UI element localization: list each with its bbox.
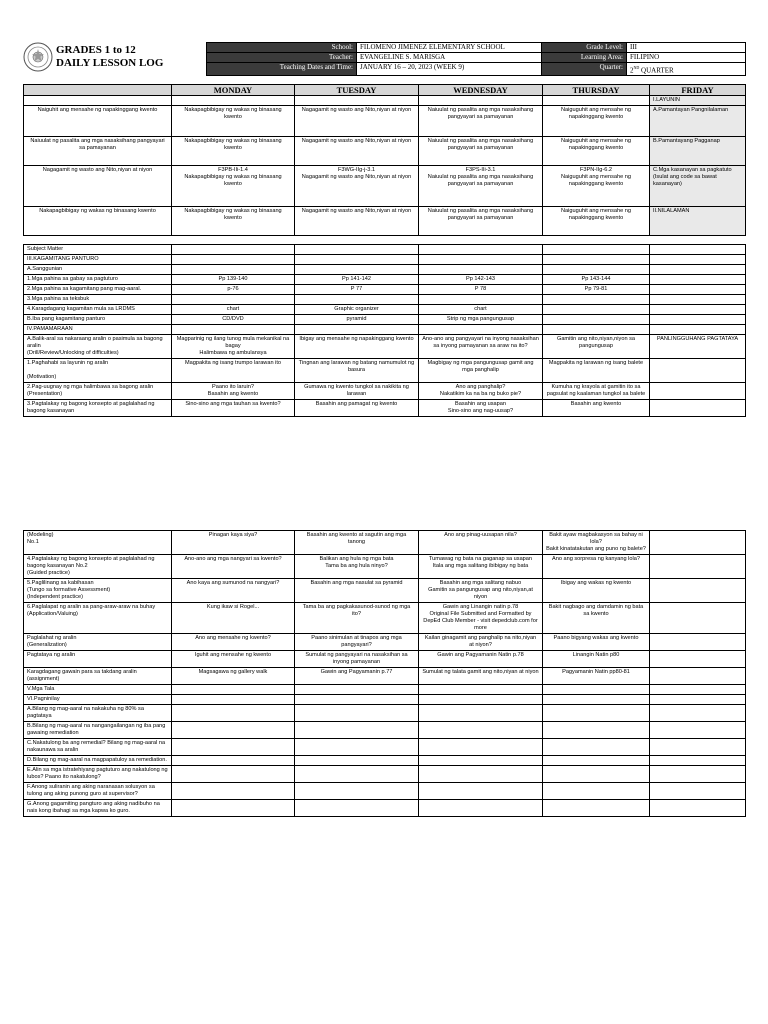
cell bbox=[650, 383, 746, 400]
cell: Pp 142-143 bbox=[419, 275, 543, 285]
cell: VI.Pagninilay bbox=[24, 695, 172, 705]
cell bbox=[295, 722, 419, 739]
cell bbox=[543, 783, 650, 800]
procedure-row bbox=[24, 579, 746, 603]
cell bbox=[419, 800, 543, 817]
cell: Kung ikaw si Rogel... bbox=[172, 603, 295, 634]
resources-table bbox=[23, 244, 746, 417]
cell: Bakit ayaw magbakasyon sa bahay ni lola? Bakit kinatatakutan ang puno ng balete? bbox=[543, 531, 650, 555]
cell: Basahin ang mga salitang nabuo Gamitin sa pangungusap ang nito,niyan,at niyon bbox=[419, 579, 543, 603]
cell: A.Pamantayan Pangnilalaman bbox=[650, 106, 746, 137]
cell: Paano sinimulan at tinapos ang mga pangyayari? bbox=[295, 634, 419, 651]
resource-row bbox=[24, 315, 746, 325]
cell bbox=[543, 265, 650, 275]
cell: III.KAGAMITANG PANTURO bbox=[24, 255, 172, 265]
cell: Basahin ang usapan Sino-sino ang nag-uusap? bbox=[419, 400, 543, 417]
cell bbox=[650, 305, 746, 315]
cell bbox=[543, 255, 650, 265]
cell bbox=[172, 245, 295, 255]
cell bbox=[650, 739, 746, 756]
procedure-row bbox=[24, 705, 746, 722]
cell: Tingnan ang larawan ng batang namumulot ng basura bbox=[295, 359, 419, 383]
cell: IV.PAMAMARAAN bbox=[24, 325, 172, 335]
teacher-value: EVANGELINE S. MARISGA bbox=[357, 53, 542, 63]
cell: Basahin ang kwento at sagutin ang mga tanong bbox=[295, 531, 419, 555]
grade-label: Grade Level: bbox=[542, 43, 627, 53]
cell bbox=[172, 265, 295, 275]
cell bbox=[172, 766, 295, 783]
teacher-label: Teacher: bbox=[207, 53, 357, 63]
procedure-row bbox=[24, 766, 746, 783]
cell: Basahin ang mga nasulat sa pyramid bbox=[295, 579, 419, 603]
procedure-row bbox=[24, 722, 746, 739]
cell bbox=[650, 800, 746, 817]
cell: Nakapagbibigay ng wakas ng binasang kwento bbox=[172, 137, 295, 166]
cell bbox=[419, 783, 543, 800]
quarter-value bbox=[627, 63, 746, 76]
resource-row bbox=[24, 400, 746, 417]
objectives-table bbox=[23, 84, 746, 236]
cell: Strip ng mga pangungusap bbox=[419, 315, 543, 325]
cell: Ano ang panghalip? Nakatikim ka na ba ng buko pie? bbox=[419, 383, 543, 400]
cell: F3PN-IIg-6.2 Naiguguhit ang mensahe ng napakinggang kwento bbox=[543, 166, 650, 207]
resource-row bbox=[24, 335, 746, 359]
cell bbox=[419, 766, 543, 783]
cell bbox=[172, 695, 295, 705]
procedure-row bbox=[24, 739, 746, 756]
cell bbox=[24, 96, 172, 106]
day-header-tuesday: TUESDAY bbox=[295, 85, 419, 96]
quarter-suffix: ND bbox=[633, 65, 640, 70]
cell bbox=[295, 705, 419, 722]
cell: chart bbox=[419, 305, 543, 315]
cell bbox=[543, 96, 650, 106]
cell: A.Sanggunian bbox=[24, 265, 172, 275]
day-header-monday: MONDAY bbox=[172, 85, 295, 96]
cell: Ano-ano ang mga nangyari sa kwento? bbox=[172, 555, 295, 579]
header bbox=[23, 40, 745, 76]
cell bbox=[419, 756, 543, 766]
area-label: Learning Area: bbox=[542, 53, 627, 63]
procedure-row bbox=[24, 651, 746, 668]
cell: 3.Mga pahina sa teksbuk bbox=[24, 295, 172, 305]
cell: Basahin ang pamagat ng kwento bbox=[295, 400, 419, 417]
cell: Gawin ang Pagyamanin p.77 bbox=[295, 668, 419, 685]
cell: 1.Mga pahina sa gabay sa pagtuturo bbox=[24, 275, 172, 285]
cell bbox=[295, 96, 419, 106]
cell: Paano ito laruin? Basahin ang kwento bbox=[172, 383, 295, 400]
cell bbox=[295, 739, 419, 756]
cell: 2.Mga pahina sa kagamitang pang mag-aaral. bbox=[24, 285, 172, 295]
cell: 3.Pagtalakay ng bagong konsepto at paglalahad ng bagong kasanayan bbox=[24, 400, 172, 417]
cell bbox=[650, 783, 746, 800]
resource-row bbox=[24, 383, 746, 400]
cell: Ano ang pinag-uusapan nila? bbox=[419, 531, 543, 555]
cell: Naiguhit ang mensahe ng napakinggang kwento bbox=[24, 106, 172, 137]
resource-row bbox=[24, 255, 746, 265]
cell bbox=[419, 245, 543, 255]
resource-row bbox=[24, 245, 746, 255]
resource-row bbox=[24, 275, 746, 285]
cell bbox=[419, 739, 543, 756]
cell: Nakapagbibigay ng wakas ng binasang kwento bbox=[172, 207, 295, 236]
cell bbox=[172, 783, 295, 800]
cell bbox=[172, 96, 295, 106]
cell bbox=[172, 722, 295, 739]
cell: 4.Pagtalakay ng bagong konsepto at paglalahad ng bagong kasanayan No.2 (Guided practice) bbox=[24, 555, 172, 579]
cell bbox=[172, 685, 295, 695]
cell: 4.Karagdagang kagamitan mula sa LRDMS bbox=[24, 305, 172, 315]
cell: Paano bigyang wakas ang kwento bbox=[543, 634, 650, 651]
cell: C.Mga kasanayan sa pagkatuto (Isulat ang code sa bawat kasanayan) bbox=[650, 166, 746, 207]
cell bbox=[650, 265, 746, 275]
page-two bbox=[23, 530, 745, 817]
cell: Ano kaya ang sumunod na nangyari? bbox=[172, 579, 295, 603]
cell bbox=[295, 255, 419, 265]
cell bbox=[650, 400, 746, 417]
cell bbox=[419, 96, 543, 106]
cell: Pagtataya ng aralin bbox=[24, 651, 172, 668]
quarter-label: Quarter: bbox=[542, 63, 627, 76]
cell: C.Nakatulong ba ang remedial? Bilang ng mag-aaral na nakaunawa sa aralin bbox=[24, 739, 172, 756]
cell bbox=[543, 305, 650, 315]
cell: CD/DVD bbox=[172, 315, 295, 325]
cell bbox=[543, 756, 650, 766]
cell: F3PS-IIi-3.1 Naiuulat ng pasalita ang mga nasaksihang pangyayari sa pamayanan bbox=[419, 166, 543, 207]
cell: (Modeling) No.1 bbox=[24, 531, 172, 555]
cell bbox=[295, 245, 419, 255]
resource-row bbox=[24, 359, 746, 383]
cell: Magparinig ng ilang tunog mula mekanikal na bagay Halimbawa ng ambulansya bbox=[172, 335, 295, 359]
cell bbox=[650, 359, 746, 383]
cell: Tumawag ng bata na gaganap sa usapan Itala ang mga salitang ibibigay ng bata bbox=[419, 555, 543, 579]
cell bbox=[650, 603, 746, 634]
cell bbox=[650, 651, 746, 668]
cell bbox=[543, 739, 650, 756]
cell bbox=[650, 325, 746, 335]
cell bbox=[650, 275, 746, 285]
cell bbox=[419, 722, 543, 739]
cell bbox=[543, 685, 650, 695]
procedure-row bbox=[24, 783, 746, 800]
cell bbox=[650, 756, 746, 766]
procedure-row bbox=[24, 634, 746, 651]
cell: Nakapagbibigay ng wakas ng binasang kwento bbox=[24, 207, 172, 236]
cell bbox=[172, 756, 295, 766]
cell: I.LAYUNIN bbox=[650, 96, 746, 106]
cell bbox=[172, 295, 295, 305]
cell: Gawin ang Pagyamanin Natin p.78 bbox=[419, 651, 543, 668]
cell bbox=[172, 325, 295, 335]
day-header-thursday: THURSDAY bbox=[543, 85, 650, 96]
cell bbox=[650, 295, 746, 305]
resource-row bbox=[24, 305, 746, 315]
cell: II.NILALAMAN bbox=[650, 207, 746, 236]
cell bbox=[295, 325, 419, 335]
procedure-row bbox=[24, 668, 746, 685]
cell: Paglalahat ng aralin (Generalization) bbox=[24, 634, 172, 651]
cell bbox=[650, 705, 746, 722]
cell: Nagagamit ng wasto ang Nito,niyan at niyon bbox=[295, 207, 419, 236]
cell: Ano ang sorpresa ng kanyang lola? bbox=[543, 555, 650, 579]
cell bbox=[543, 295, 650, 305]
procedure-row bbox=[24, 555, 746, 579]
title-line-1: GRADES 1 to 12 bbox=[56, 44, 136, 56]
cell: Naiguguhit ang mensahe ng napakinggang kwento bbox=[543, 106, 650, 137]
quarter-word: QUARTER bbox=[641, 66, 674, 75]
cell bbox=[295, 265, 419, 275]
cell: Pp 141-142 bbox=[295, 275, 419, 285]
resource-row bbox=[24, 295, 746, 305]
header-info-table bbox=[206, 42, 746, 76]
cell bbox=[295, 295, 419, 305]
cell: Kumuha ng krayola at gamitin ito sa pagsulat ng kaalaman tungkol sa balete bbox=[543, 383, 650, 400]
cell: Kailan ginagamit ang panghalip na nito,niyan at niyon? bbox=[419, 634, 543, 651]
deped-seal-icon bbox=[23, 42, 53, 72]
cell: Pinagan kaya siya? bbox=[172, 531, 295, 555]
cell: Pp 143-144 bbox=[543, 275, 650, 285]
cell bbox=[543, 245, 650, 255]
objective-row bbox=[24, 166, 746, 207]
cell: Gumawa ng kwento tungkol sa nakikita ng larawan bbox=[295, 383, 419, 400]
cell bbox=[543, 325, 650, 335]
objective-row bbox=[24, 96, 746, 106]
cell: Ibigay ang mensahe ng napakinggang kwento bbox=[295, 335, 419, 359]
cell bbox=[650, 315, 746, 325]
cell: G.Anong gagamiting pangturo ang aking nadibuho na nais kong ibahagi sa mga kapwa ko guro. bbox=[24, 800, 172, 817]
cell bbox=[419, 265, 543, 275]
cell bbox=[650, 668, 746, 685]
cell bbox=[543, 695, 650, 705]
procedure-row bbox=[24, 756, 746, 766]
cell: chart bbox=[172, 305, 295, 315]
resource-row bbox=[24, 285, 746, 295]
cell bbox=[419, 705, 543, 722]
cell: A.Balik-aral sa nakaraang aralin o pasimula sa bagong aralin (Drill/Review/Unlocking of difficulties) bbox=[24, 335, 172, 359]
cell: 6.Paglalapat ng aralin sa pang-araw-araw na buhay (Application/Valuing) bbox=[24, 603, 172, 634]
title-line-2: DAILY LESSON LOG bbox=[56, 57, 164, 69]
cell: Naiuulat ng pasalita ang mga nasaksihang pangyayari sa pamayanan bbox=[419, 106, 543, 137]
cell bbox=[172, 800, 295, 817]
cell: Subject Matter bbox=[24, 245, 172, 255]
cell bbox=[650, 634, 746, 651]
cell: Ano-ano ang pangyayari na inyong nasaksihan sa inyong pamayanan sa araw na ito? bbox=[419, 335, 543, 359]
document-title bbox=[56, 44, 163, 70]
cell bbox=[650, 685, 746, 695]
cell bbox=[543, 705, 650, 722]
cell bbox=[295, 800, 419, 817]
cell: Nagagamit ng wasto ang Nito,niyan at niyon bbox=[24, 166, 172, 207]
cell: F.Anong suliranin ang aking naranasan solusyon sa tulong ang aking punong guro at supervisor? bbox=[24, 783, 172, 800]
cell: Pp 79-81 bbox=[543, 285, 650, 295]
cell bbox=[650, 245, 746, 255]
cell: A.Bilang ng mag-aaral na nakakuha ng 80% sa pagtataya bbox=[24, 705, 172, 722]
school-value: FILOMENO JIMENEZ ELEMENTARY SCHOOL bbox=[357, 43, 542, 53]
cell bbox=[419, 685, 543, 695]
quarter-number: 2 bbox=[630, 66, 634, 75]
cell: p-76 bbox=[172, 285, 295, 295]
cell: Naiguguhit ang mensahe ng napakinggang kwento bbox=[543, 137, 650, 166]
cell bbox=[650, 555, 746, 579]
day-header-friday: FRIDAY bbox=[650, 85, 746, 96]
cell: B.Pamantayang Pagganap bbox=[650, 137, 746, 166]
cell bbox=[543, 766, 650, 783]
cell bbox=[172, 739, 295, 756]
procedure-row bbox=[24, 531, 746, 555]
cell: Magpakita ng larawan ng isang balete bbox=[543, 359, 650, 383]
procedure-row bbox=[24, 685, 746, 695]
dates-value: JANUARY 16 – 20, 2023 (WEEK 9) bbox=[357, 63, 542, 76]
procedure-row bbox=[24, 800, 746, 817]
cell: Sino-sino ang mga tauhan sa kwento? bbox=[172, 400, 295, 417]
cell: Basahin ang kwento bbox=[543, 400, 650, 417]
cell: Pp 139-140 bbox=[172, 275, 295, 285]
cell bbox=[543, 315, 650, 325]
cell: Sumulat ng pangyayari na nasaksihan sa inyong pamayanan bbox=[295, 651, 419, 668]
cell: P 77 bbox=[295, 285, 419, 295]
cell: PANLINGGUHANG PAGTATAYA bbox=[650, 335, 746, 359]
page-one bbox=[23, 40, 745, 417]
cell: D.Bilang ng mag-aaral na magpapatuloy sa remediation. bbox=[24, 756, 172, 766]
procedures-table bbox=[23, 530, 746, 817]
cell bbox=[419, 295, 543, 305]
cell: Nagagamit ng wasto ang Nito,niyan at niyon bbox=[295, 106, 419, 137]
cell: Tama ba ang pagkakasunod-sunod ng mga ito? bbox=[295, 603, 419, 634]
cell: Linangin Natin p80 bbox=[543, 651, 650, 668]
cell bbox=[650, 695, 746, 705]
cell: Balikan ang hula ng mga bata Tama ba ang hula ninyo? bbox=[295, 555, 419, 579]
dates-label: Teaching Dates and Time: bbox=[207, 63, 357, 76]
area-value: FILIPINO bbox=[627, 53, 746, 63]
cell: Sumulat ng talata gamit ang nito,niyan at niyon bbox=[419, 668, 543, 685]
cell: V.Mga Tala bbox=[24, 685, 172, 695]
cell bbox=[650, 766, 746, 783]
resource-row bbox=[24, 325, 746, 335]
cell bbox=[295, 685, 419, 695]
cell: Ano ang mensahe ng kwento? bbox=[172, 634, 295, 651]
cell: Magpakita ng isang trumpo larawan ito bbox=[172, 359, 295, 383]
cell: Magbigay ng mga pangungusap gamit ang mga panghalip bbox=[419, 359, 543, 383]
cell bbox=[650, 285, 746, 295]
cell: Karagdagang gawain para sa takdang aralin (assignment) bbox=[24, 668, 172, 685]
cell bbox=[172, 255, 295, 265]
cell: E.Alin sa mga istratehiyang pagtuturo ang nakatulong ng lubos? Paano ito nakatulong? bbox=[24, 766, 172, 783]
cell bbox=[650, 722, 746, 739]
cell: Naiuulat ng pasalita ang mga nasaksihang pangyayari sa pamayanan bbox=[24, 137, 172, 166]
cell: Gawin ang Linangin natin p.78 Original File Submitted and Formatted by DepEd Club Member - visit depedclub.com for more bbox=[419, 603, 543, 634]
cell: Gamitin ang nito,niyan,niyon sa pangungusap bbox=[543, 335, 650, 359]
cell: Nagagamit ng wasto ang Nito,niyan at niyon bbox=[295, 137, 419, 166]
day-header-row bbox=[24, 85, 746, 96]
cell bbox=[172, 705, 295, 722]
cell bbox=[650, 531, 746, 555]
cell: Naiguguhit ang mensahe ng napakinggang kwento bbox=[543, 207, 650, 236]
cell bbox=[295, 695, 419, 705]
resource-row bbox=[24, 265, 746, 275]
cell bbox=[295, 766, 419, 783]
cell bbox=[419, 325, 543, 335]
cell: 5.Paglilinang sa kabihasan (Tungo sa formative Assessment) (Independent practice) bbox=[24, 579, 172, 603]
cell bbox=[419, 695, 543, 705]
procedure-row bbox=[24, 695, 746, 705]
cell bbox=[650, 255, 746, 265]
objective-row bbox=[24, 207, 746, 236]
cell bbox=[295, 783, 419, 800]
cell: 2.Pag-uugnay ng mga halimbawa sa bagong aralin (Presentation) bbox=[24, 383, 172, 400]
cell bbox=[543, 800, 650, 817]
cell: P 78 bbox=[419, 285, 543, 295]
cell: Bakit nagbago ang damdamin ng bata sa kwento bbox=[543, 603, 650, 634]
grade-value: III bbox=[627, 43, 746, 53]
cell bbox=[295, 756, 419, 766]
cell: B.Bilang ng mag-aaral na nangangailangan ng iba pang gawaing remediation bbox=[24, 722, 172, 739]
cell: F3WG-IIg-j-3.1 Nagagamit ng wasto ang Nito,niyan at niyon bbox=[295, 166, 419, 207]
cell: B.Iba pang kagamitang panturo bbox=[24, 315, 172, 325]
day-header-blank bbox=[24, 85, 172, 96]
objective-row bbox=[24, 106, 746, 137]
cell bbox=[650, 579, 746, 603]
cell: Pagyamanin Natin pp80-81 bbox=[543, 668, 650, 685]
cell: 1.Paghahabi sa layunin ng aralin (Motivation) bbox=[24, 359, 172, 383]
cell: Naiuulat ng pasalita ang mga nasaksihang pangyayari sa pamayanan bbox=[419, 137, 543, 166]
cell bbox=[419, 255, 543, 265]
cell: Graphic organizer bbox=[295, 305, 419, 315]
cell: pyramid bbox=[295, 315, 419, 325]
objective-row bbox=[24, 137, 746, 166]
cell: Ibigay ang wakas ng kwento bbox=[543, 579, 650, 603]
cell: Iguhit ang mensahe ng kwento bbox=[172, 651, 295, 668]
school-label: School: bbox=[207, 43, 357, 53]
cell: F3PB-IIi-1.4 Nakapagbibigay ng wakas ng binasang kwento bbox=[172, 166, 295, 207]
day-header-wednesday: WEDNESDAY bbox=[419, 85, 543, 96]
cell: Magsagawa ng gallery walk bbox=[172, 668, 295, 685]
cell bbox=[543, 722, 650, 739]
cell: Naiuulat ng pasalita ang mga nasaksihang pangyayari sa pamayanan bbox=[419, 207, 543, 236]
cell: Nakapagbibigay ng wakas ng binasang kwento bbox=[172, 106, 295, 137]
procedure-row bbox=[24, 603, 746, 634]
